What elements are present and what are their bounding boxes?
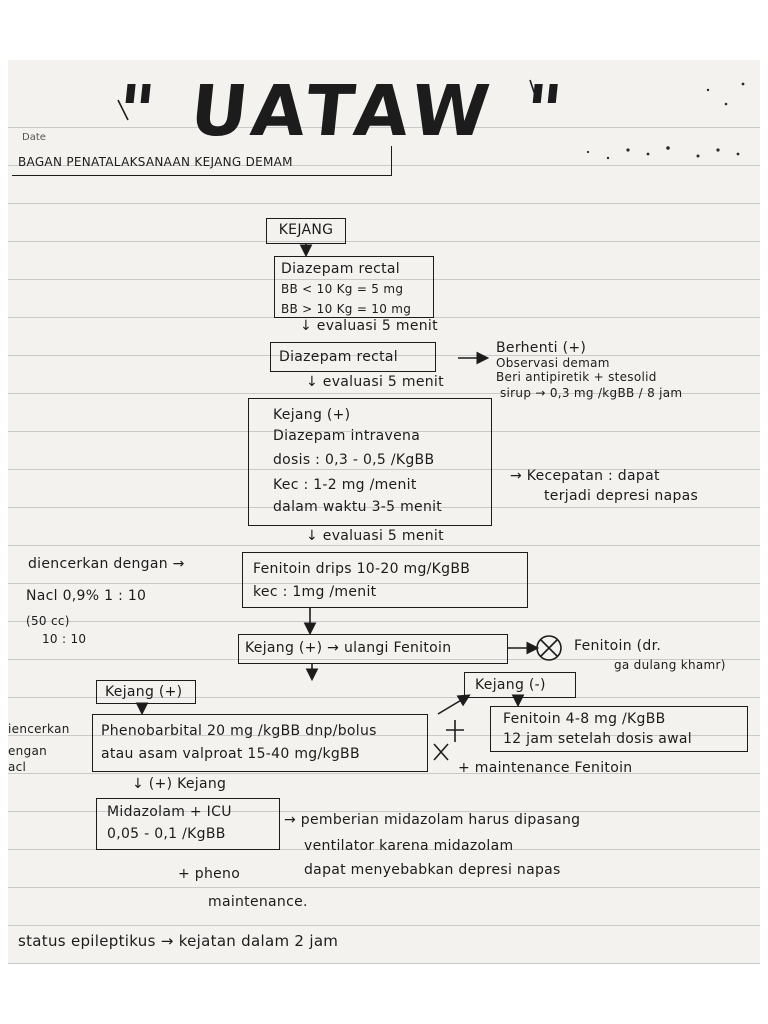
step6-line1: Phenobarbital 20 mg /kgBB dnp/bolus xyxy=(101,723,377,739)
step2-box xyxy=(270,342,436,372)
step3-note-line1: → Kecepatan : dapat xyxy=(510,468,660,484)
start-box xyxy=(266,218,346,244)
step1-box xyxy=(274,256,434,318)
pheno-note-line2: maintenance. xyxy=(208,894,308,910)
step3-line4: Kec : 1-2 mg /menit xyxy=(273,477,417,493)
dilution-line4: 10 : 10 xyxy=(42,632,87,646)
step8-line2: 0,05 - 0,1 /KgBB xyxy=(107,826,226,842)
step6-line2: atau asam valproat 15-40 mg/kgBB xyxy=(101,746,360,762)
arrow-step6-kejang-minus xyxy=(438,696,468,714)
footer-text: status epileptikus → kejatan dalam 2 jam xyxy=(18,932,339,950)
step2-note-line1: Berhenti (+) xyxy=(496,340,587,356)
step3-line3: dosis : 0,3 - 0,5 /KgBB xyxy=(273,452,435,468)
step5-box xyxy=(238,634,508,664)
eval1-text: ↓ evaluasi 5 menit xyxy=(300,318,438,334)
step2-note-line2: Observasi demam xyxy=(496,356,610,370)
step5-text: Kejang (+) → ulangi Fenitoin xyxy=(245,640,452,656)
subtitle-text: BAGAN PENATALAKSANAAN KEJANG DEMAM xyxy=(18,155,293,169)
step8-line1: Midazolam + ICU xyxy=(107,804,232,820)
cross-mark-a xyxy=(541,640,557,656)
margin-note-line1: iencerkan xyxy=(8,722,70,736)
step1-line1: Diazepam rectal xyxy=(281,261,400,277)
step8-box xyxy=(96,798,280,850)
step5-note-line1: Fenitoin (dr. xyxy=(574,638,662,654)
subtitle-box xyxy=(12,146,392,176)
step4-line2: kec : 1mg /menit xyxy=(253,584,377,600)
step3-line5: dalam waktu 3-5 menit xyxy=(273,499,443,515)
step4-line1: Fenitoin drips 10-20 mg/KgBB xyxy=(253,561,471,577)
step2-note-line4: sirup → 0,3 mg /kgBB / 8 jam xyxy=(500,386,683,400)
margin-note-line3: acl xyxy=(8,760,27,774)
dilution-line3: (50 cc) xyxy=(26,614,70,628)
step7-line2: 12 jam setelah dosis awal xyxy=(503,731,693,747)
dilution-line1: diencerkan dengan → xyxy=(28,556,185,572)
step8-note-line3: dapat menyebabkan depresi napas xyxy=(304,862,561,878)
eval2-text: ↓ evaluasi 5 menit xyxy=(306,374,444,390)
kejang-plus-text: Kejang (+) xyxy=(105,684,183,700)
step4-box xyxy=(242,552,528,608)
step3-box xyxy=(248,398,492,526)
maintenance-text: + maintenance Fenitoin xyxy=(458,760,633,776)
step2-note-line3: Beri antipiretik + stesolid xyxy=(496,370,657,384)
cross-circle xyxy=(537,636,561,660)
start-text: KEJANG xyxy=(278,222,334,238)
x-mark-b xyxy=(434,744,448,760)
margin-note-line2: engan xyxy=(8,744,48,758)
dilution-line2: Nacl 0,9% 1 : 10 xyxy=(26,588,147,604)
kejang-minus-text: Kejang (-) xyxy=(475,677,546,693)
step8-note-line1: → pemberian midazolam harus dipasang xyxy=(284,812,581,828)
step7-line1: Fenitoin 4-8 mg /KgBB xyxy=(503,711,666,727)
eval3-text: ↓ evaluasi 5 menit xyxy=(306,528,444,544)
step6-box xyxy=(92,714,428,772)
kejang-plus2-text: ↓ (+) Kejang xyxy=(132,776,227,792)
step3-note-line2: terjadi depresi napas xyxy=(544,488,699,504)
step3-line2: Diazepam intravena xyxy=(273,428,421,444)
page-title: " UATAW " xyxy=(113,70,572,152)
step5-note-line2: ga dulang khamr) xyxy=(614,658,726,672)
step1-line3: BB > 10 Kg = 10 mg xyxy=(281,302,412,316)
step2-text: Diazepam rectal xyxy=(279,349,398,365)
cross-mark-b xyxy=(541,640,557,656)
kejang-minus-box xyxy=(464,672,576,698)
x-mark-a xyxy=(434,744,448,760)
step3-line1: Kejang (+) xyxy=(273,407,351,423)
notebook-page xyxy=(8,60,760,964)
date-label: Date xyxy=(22,132,46,143)
kejang-plus-box xyxy=(96,680,196,704)
step8-note-line2: ventilator karena midazolam xyxy=(304,838,514,854)
pheno-note-line1: + pheno xyxy=(178,866,241,882)
step1-line2: BB < 10 Kg = 5 mg xyxy=(281,282,404,296)
step7-box xyxy=(490,706,748,752)
